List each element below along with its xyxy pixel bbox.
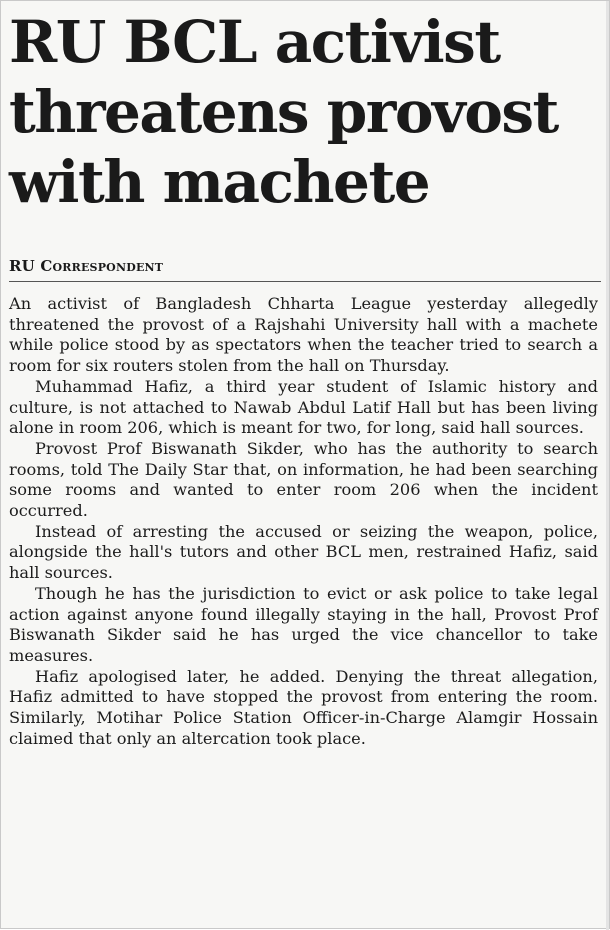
paragraph-5: Though he has the jurisdiction to evict or ask police to take legal action against anyone found illegally staying in the hall, Provost Prof Biswanath Sikder said he has urged the vice chancellor to take measures.	[9, 583, 598, 665]
paragraph-6: Hafiz apologised later, he added. Denying the threat allegation, Hafiz admitted to have stopped the provost from entering the room. Similarly, Motihar Police Station Officer-in-Charge Alamgir Hossain claimed that only an altercation took place.	[9, 666, 598, 748]
paragraph-2: Muhammad Hafiz, a third year student of Islamic history and culture, is not attached to Nawab Abdul Latif Hall but has been living alone in room 206, which is meant for two, for long, said hall sources.	[9, 376, 598, 438]
page-edge	[606, 1, 609, 930]
paragraph-3: Provost Prof Biswanath Sikder, who has the authority to search rooms, told The Daily Star that, on information, he had been searching some rooms and wanted to enter room 206 when the incident occurred.	[9, 438, 598, 521]
headline: RU BCL activist threatens provost with machete	[9, 8, 558, 216]
paragraph-4: Instead of arresting the accused or seizing the weapon, police, alongside the hall's tutors and other BCL men, restrained Hafiz, said hall sources.	[9, 521, 598, 583]
paragraph-1: An activist of Bangladesh Chharta League yesterday allegedly threatened the provost of a Rajshahi University hall with a machete while police stood by as spectators when the teacher tried to search a room for six routers stolen from the hall on Thursday.	[9, 294, 598, 376]
article-body	[9, 294, 598, 749]
byline-divider	[9, 281, 601, 282]
byline: RU Correspondent	[9, 257, 164, 275]
